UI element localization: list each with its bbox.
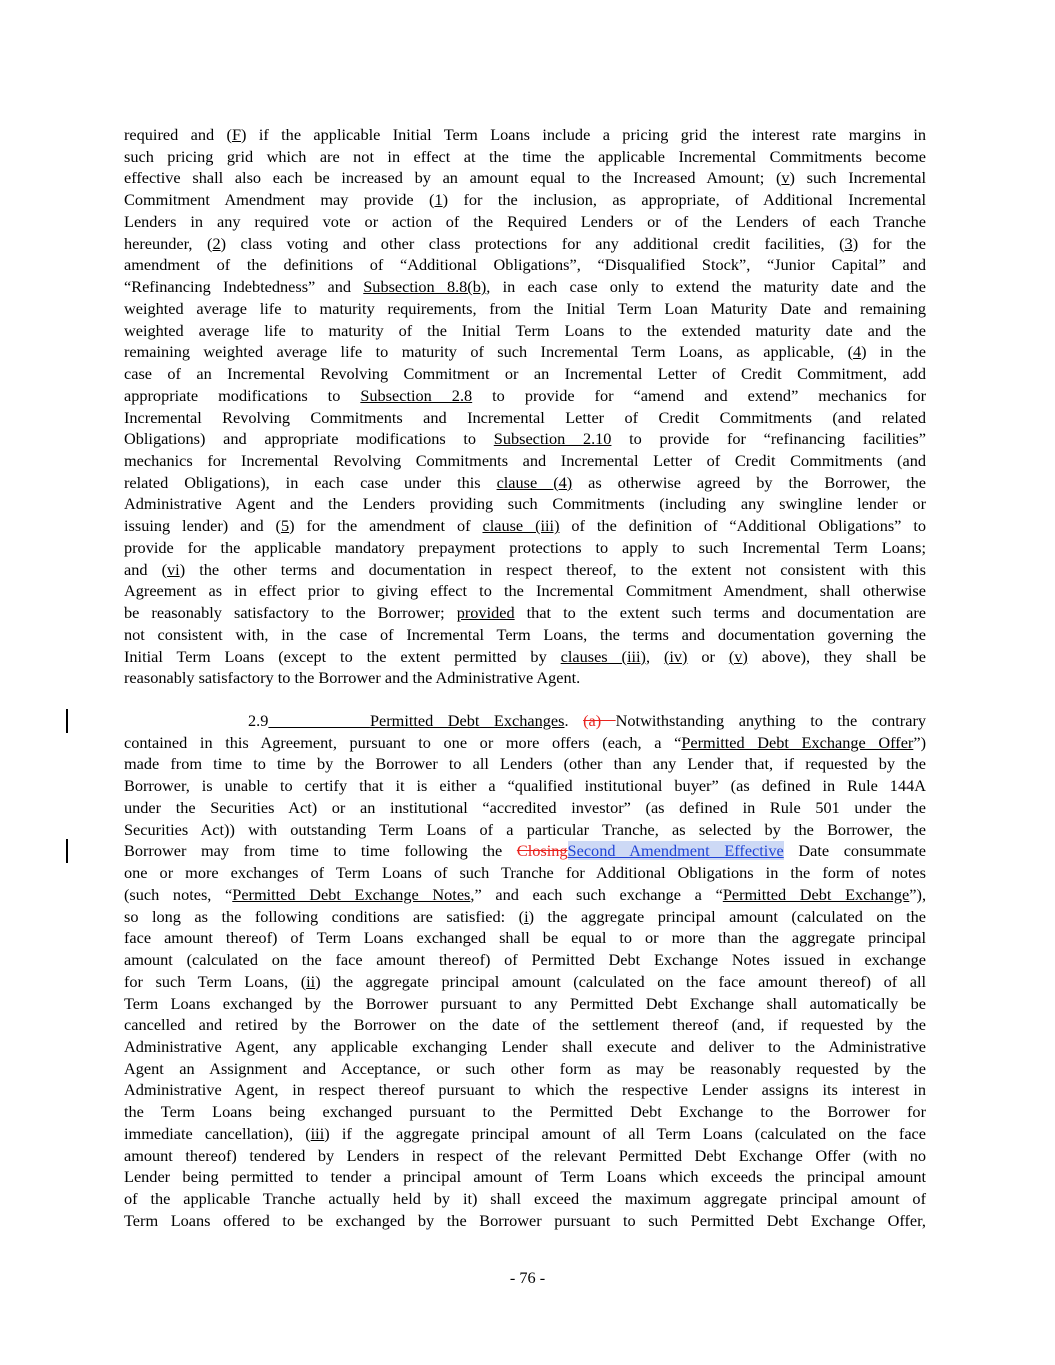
text-line — [124, 1014, 926, 1036]
text-run: related Obligations), in each case under this — [124, 472, 497, 492]
text-run: (such notes, “ — [124, 884, 233, 904]
text-line — [124, 124, 926, 146]
text-run: to provide for “amend and extend” mechanics for — [472, 385, 927, 405]
text-run: such pricing grid which are not in effect at the time the applicable Incremental Commitments become — [124, 146, 926, 166]
text-run: Notwithstanding anything to the contrary — [615, 711, 927, 730]
underlined-text: Subsection 2.10 — [493, 429, 612, 449]
paragraph-incremental-commitments — [124, 124, 926, 689]
text-line — [124, 407, 926, 429]
text-line — [124, 646, 926, 668]
text-line — [124, 254, 926, 276]
text-line — [124, 949, 926, 971]
text-run: ,” and each such exchange a “ — [470, 884, 723, 904]
text-run: appropriate modifications to — [124, 385, 361, 405]
text-run: ) such Incremental — [789, 168, 926, 188]
text-line — [124, 1036, 926, 1058]
text-line — [124, 450, 926, 472]
text-line — [124, 146, 926, 168]
text-run: Agent an Assignment and Acceptance, or such other form as may be reasonably requested by the — [124, 1058, 926, 1078]
deleted-text: Closing — [516, 841, 568, 861]
text-run: be reasonably satisfactory to the Borrower; — [124, 603, 457, 623]
text-line — [124, 341, 926, 363]
underlined-text: Permitted Debt Exchange Offer — [681, 732, 914, 752]
text-line — [124, 472, 926, 494]
underlined-text: clauses (iii) — [560, 646, 646, 666]
text-run: ) class voting and other class protections for any additional credit facilities, ( — [220, 233, 845, 253]
text-line — [124, 515, 926, 537]
text-run: reasonably satisfactory to the Borrower and the Administrative Agent. — [124, 668, 581, 688]
page-number: - 76 - — [509, 1268, 546, 1287]
underlined-text: 1 — [434, 190, 443, 210]
text-line — [124, 753, 926, 775]
text-run: ) if the applicable Initial Term Loans include a pricing grid the interest rate margins in — [241, 125, 927, 144]
text-run: Lender being permitted to tender a principal amount of Term Loans which exceeds the principal amount — [124, 1167, 926, 1187]
text-line — [124, 819, 926, 841]
text-line — [124, 385, 926, 407]
underlined-text: clause (iii) — [482, 516, 560, 536]
underlined-text: Permitted Debt Exchange Notes — [232, 884, 471, 904]
text-line — [124, 1166, 926, 1188]
text-run: amendment of the definitions of “Additional Obligations”, “Disqualified Stock”, “Junior Capital” and — [124, 255, 926, 275]
text-run: weighted average life to maturity requirements, from the Initial Term Loan Maturity Date and remaining — [124, 298, 926, 318]
text-run: and ( — [124, 559, 168, 579]
text-run: the Term Loans being exchanged pursuant to the Permitted Debt Exchange to the Borrower for — [124, 1102, 926, 1122]
underlined-text: ii — [306, 971, 316, 991]
text-run: ) in the — [861, 342, 926, 362]
underlined-text: 5 — [280, 516, 290, 536]
text-run: cancelled and retired by the Borrower on the date of the settlement thereof (and, if requested by the — [124, 1015, 926, 1035]
text-run: Initial Term Loans (except to the extent permitted by — [124, 646, 561, 666]
text-run: of the applicable Tranche actually held by it) shall exceed the maximum aggregate principal amount of — [124, 1189, 926, 1209]
text-line — [124, 624, 926, 646]
text-run: ) if the aggregate principal amount of all Term Loans (calculated on the face — [324, 1123, 926, 1143]
text-line — [124, 1058, 926, 1080]
text-run: “Refinancing Indebtedness” and — [124, 277, 364, 297]
text-run: Obligations) and appropriate modifications to — [124, 429, 494, 449]
text-line — [124, 840, 926, 862]
text-line — [124, 602, 926, 624]
text-line — [124, 1101, 926, 1123]
text-run: required and ( — [124, 125, 232, 144]
text-run: so long as the following conditions are satisfied: ( — [124, 906, 525, 926]
inserted-text: Second Amendment Effective — [567, 841, 784, 861]
text-run: ) the aggregate principal amount (calculated on the — [528, 906, 927, 926]
text-run: to provide for “refinancing facilities” — [611, 429, 926, 449]
change-bar — [66, 709, 68, 733]
text-run: provide for the applicable mandatory prepayment protections to apply to such Incremental Term Loans; — [124, 537, 926, 557]
text-line — [124, 797, 926, 819]
text-line — [124, 233, 926, 255]
text-line — [124, 732, 926, 754]
underlined-text: 4 — [853, 342, 862, 362]
underlined-text: F — [231, 125, 242, 144]
change-bar — [66, 839, 68, 863]
text-line — [124, 993, 926, 1015]
text-run: Securities Act)) with outstanding Term Loans of a particular Tranche, as selected by the Borrower, the — [124, 819, 926, 839]
text-line — [124, 363, 926, 385]
text-run: ”), — [909, 884, 927, 904]
text-run: weighted average life to maturity of the Initial Term Loans to the extended maturity date and the — [124, 320, 926, 340]
section-heading-line: 2.9 Permitted Debt Exchanges. (a) Notwithstanding anything to the contrary — [248, 711, 927, 730]
text-run: amount thereof) tendered by Lenders in respect of the relevant Permitted Debt Exchange Offer (with no — [124, 1145, 926, 1165]
text-run: ) for the inclusion, as appropriate, of Additional Incremental — [442, 190, 927, 210]
text-run: immediate cancellation), ( — [124, 1123, 311, 1143]
text-run: Borrower, is unable to certify that it is either a “qualified institutional buyer” (as defined in Rule 144A — [124, 776, 926, 796]
text-run: , — [645, 646, 664, 666]
text-run: of the definition of “Additional Obligations” to — [559, 516, 926, 536]
text-run: or — [687, 646, 729, 666]
text-line — [124, 1123, 926, 1145]
text-line — [124, 1188, 926, 1210]
text-run: Agreement as in effect prior to giving effect to the Incremental Commitment Amendment, shall otherwise — [124, 581, 926, 601]
text-line — [124, 1079, 926, 1101]
underlined-text: Permitted Debt Exchange — [722, 884, 910, 904]
text-line — [124, 580, 926, 602]
text-run: mechanics for Incremental Revolving Commitments and Incremental Letter of Credit Commitments (and — [124, 451, 926, 471]
text-run: Administrative Agent, in respect thereof pursuant to which the respective Lender assigns its interest in — [124, 1080, 926, 1100]
text-run: , in each case only to extend the maturity date and the — [486, 277, 927, 297]
section-number: 2.9 — [248, 711, 269, 730]
text-run: effective shall also each be increased by an amount equal to the Increased Amount; ( — [124, 168, 782, 188]
paragraph-body — [124, 732, 926, 1232]
text-line — [124, 906, 926, 928]
text-line — [124, 1210, 926, 1232]
text-line — [124, 428, 926, 450]
text-run: for such Term Loans, ( — [124, 971, 307, 991]
underlined-text: i — [524, 906, 529, 926]
text-run: ) the aggregate principal amount (calculated on the face amount thereof) of all — [315, 971, 926, 991]
underlined-text: Subsection 2.8 — [360, 385, 473, 405]
text-run: ) for the amendment of — [289, 516, 483, 536]
text-line — [124, 167, 926, 189]
text-run: that to the extent such terms and documentation are — [514, 603, 926, 623]
text-run: contained in this Agreement, pursuant to one or more offers (each, a “ — [124, 732, 682, 752]
text-line — [124, 971, 926, 993]
text-run: ”) — [913, 732, 926, 752]
underlined-text: 3 — [844, 233, 853, 253]
text-run: Administrative Agent and the Lenders providing such Commitments (including any swingline lender or — [124, 494, 926, 514]
underlined-text: 2 — [212, 233, 221, 253]
paragraph-permitted-debt-exchanges — [124, 710, 926, 1232]
text-line — [124, 775, 926, 797]
text-run: Term Loans exchanged by the Borrower pursuant to any Permitted Debt Exchange shall automatically be — [124, 993, 926, 1013]
underlined-text: clause (4) — [496, 472, 573, 492]
text-run: face amount thereof) of Term Loans exchanged shall be equal to or more than the aggregate principal — [124, 928, 926, 948]
text-line — [124, 298, 926, 320]
text-line — [124, 927, 926, 949]
text-line — [124, 189, 926, 211]
text-run: Borrower may from time to time following the — [124, 841, 517, 861]
text-run: issuing lender) and ( — [124, 516, 281, 536]
text-run: Administrative Agent, any applicable exchanging Lender shall execute and deliver to the Administrative — [124, 1037, 926, 1057]
text-run: Incremental Revolving Commitments and Incremental Letter of Credit Commitments (and related — [124, 407, 926, 427]
text-run: case of an Incremental Revolving Commitment or an Incremental Letter of Credit Commitment, add — [124, 364, 926, 384]
text-line — [124, 276, 926, 298]
text-line — [124, 537, 926, 559]
text-line — [124, 320, 926, 342]
underlined-text: provided — [456, 603, 515, 623]
text-run: above), they shall be — [747, 646, 927, 666]
text-run: Term Loans offered to be exchanged by the Borrower pursuant to such Permitted Debt Exchange Offer, — [124, 1210, 926, 1230]
text-run: not consistent with, in the case of Incremental Term Loans, the terms and documentation governing the — [124, 624, 926, 644]
text-run: ) for the — [852, 233, 927, 253]
text-line — [124, 862, 926, 884]
underlined-text: (v) — [728, 646, 748, 666]
underlined-text: v — [781, 168, 790, 188]
section-heading: Permitted Debt Exchanges — [369, 711, 565, 730]
text-run: as otherwise agreed by the Borrower, the — [572, 472, 927, 492]
text-run: Commitment Amendment may provide ( — [124, 190, 435, 210]
text-line — [124, 1145, 926, 1167]
underlined-text: vi — [167, 559, 180, 579]
text-run: remaining weighted average life to maturity of such Incremental Term Loans, as applicable, ( — [124, 342, 854, 362]
text-run: hereunder, ( — [124, 233, 213, 253]
text-run: Lenders in any required vote or action of the Required Lenders or of the Lenders of each Tranche — [124, 211, 926, 231]
text-run: amount (calculated on the face amount thereof) of Permitted Debt Exchange Notes issued in exchange — [124, 950, 926, 970]
text-line — [124, 211, 926, 233]
text-line — [124, 884, 926, 906]
underlined-text: Subsection 8.8(b) — [363, 277, 487, 297]
text-run: made from time to time by the Borrower to all Lenders (other than any Lender that, if requested by the — [124, 754, 926, 774]
text-run: under the Securities Act) or an institutional “accredited investor” (as defined in Rule 501 under the — [124, 797, 926, 817]
deleted-text: (a) — [583, 711, 616, 730]
underlined-text: iii — [310, 1123, 325, 1143]
underlined-text: (iv) — [663, 646, 688, 666]
text-run: ) the other terms and documentation in respect thereof, to the extent not consistent with this — [179, 559, 927, 579]
text-line — [124, 667, 926, 689]
text-run: Date consummate — [783, 841, 926, 861]
text-line — [124, 559, 926, 581]
text-line — [124, 493, 926, 515]
text-run: one or more exchanges of Term Loans of such Tranche for Additional Obligations in the form of notes — [124, 863, 926, 883]
